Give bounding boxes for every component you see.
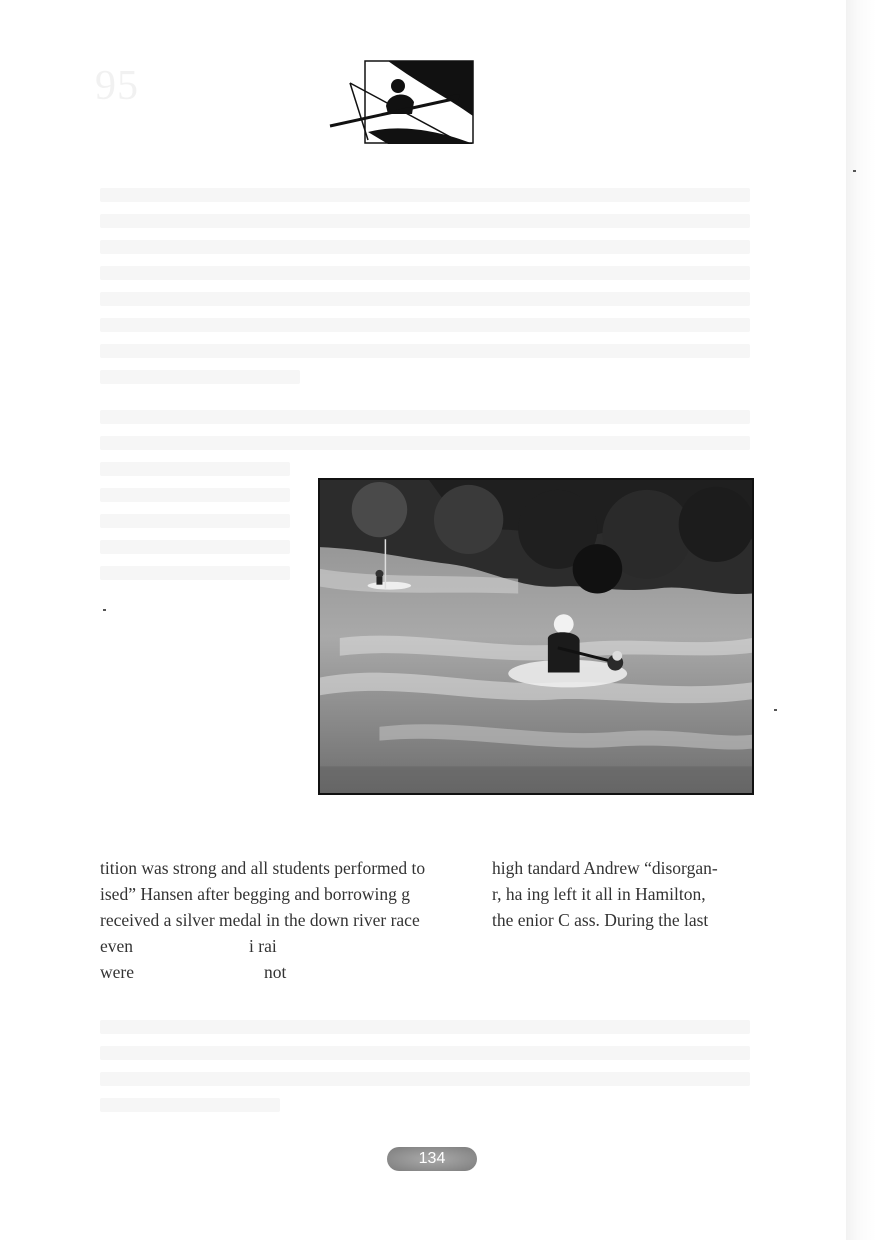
text-line: the enior C ass. During the last	[492, 910, 709, 930]
faded-text-line	[100, 318, 750, 332]
faded-text-line	[100, 1020, 750, 1034]
speck	[853, 170, 856, 172]
text-line: ised” Hansen after begging and borrowing g	[100, 884, 411, 904]
faded-text-line	[100, 566, 290, 580]
speck	[103, 609, 106, 611]
faded-text-line	[100, 540, 290, 554]
faded-header-title: 95	[95, 63, 139, 109]
faded-text-line	[100, 266, 750, 280]
text-line: r, ha ing left it all in Hamilton,	[492, 884, 706, 904]
faded-text-line	[100, 344, 750, 358]
text-line: high tandard Andrew “disorgan-	[492, 858, 718, 878]
faded-text-line	[100, 188, 750, 202]
faded-text-line	[100, 410, 750, 424]
faded-text-line	[100, 1046, 750, 1060]
text-line: received a silver medal in the down river race	[100, 910, 420, 930]
faded-text-line	[100, 1098, 280, 1112]
faded-text-line	[100, 292, 750, 306]
faded-text-line	[100, 488, 290, 502]
page-number: 134	[387, 1147, 477, 1171]
text-fragment: not	[264, 962, 287, 982]
faded-text-line	[100, 514, 290, 528]
faded-text-line	[100, 436, 750, 450]
faded-text-line	[100, 1072, 750, 1086]
text-column-left	[100, 855, 475, 933]
faded-text-line	[100, 240, 750, 254]
faded-text-line	[100, 214, 750, 228]
faded-text-line	[100, 462, 290, 476]
text-fragment: were	[100, 962, 135, 982]
kayaker-logo	[328, 58, 478, 148]
text-fragment: even	[100, 936, 134, 956]
text-line: tition was strong and all students performed to	[100, 858, 426, 878]
faded-text-line	[100, 370, 300, 384]
page-edge-shadow	[846, 0, 876, 1240]
text-column-right	[492, 855, 762, 933]
kayaking-photo	[318, 478, 754, 795]
speck	[774, 709, 777, 711]
text-fragment: i rai	[249, 936, 277, 956]
